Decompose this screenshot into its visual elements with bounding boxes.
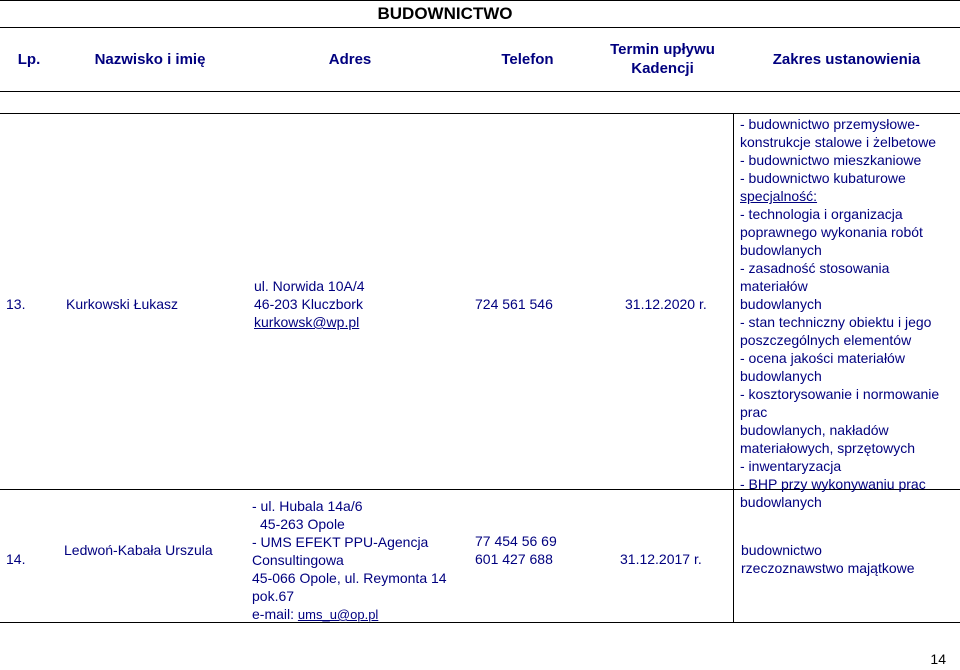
scope-line: - stan techniczny obiektu i jego [740,314,932,330]
scope-line: budowlanych, nakładów [740,422,889,438]
scope-line: budowlanych [740,368,822,384]
row-14-lp: 14. [6,551,26,567]
address-line: 45-066 Opole, ul. Reymonta 14 [252,570,447,586]
scope-line: specjalność: [740,188,818,204]
scope-line: - budownictwo mieszkaniowe [740,152,922,168]
header-term [595,40,730,78]
table-border-top [0,0,960,1]
scope-line: - ocena jakości materiałów [740,350,905,366]
scope-line: - inwentaryzacja [740,458,842,474]
row-14-scope [741,541,915,577]
row-14-term: 31.12.2017 r. [620,551,702,567]
scope-line: poprawnego wykonania robót [740,224,923,240]
header-divider-2 [0,113,960,114]
email-link[interactable]: kurkowsk@wp.pl [254,314,360,330]
page-title: BUDOWNICTWO [377,4,513,23]
email-link[interactable]: ums_u@op.pl [297,607,379,622]
row-13-address [254,277,365,331]
scope-line: konstrukcje stalowe i żelbetowe [740,134,937,150]
address-line: - ul. Hubala 14a/6 [252,498,363,514]
title-divider [0,27,960,28]
address-line: 45-263 Opole [260,516,345,532]
scope-line: budowlanych [740,296,822,312]
header-divider [0,91,960,92]
scope-line: - kosztorysowanie i normowanie prac [740,386,940,420]
header-lp: Lp. [17,51,41,68]
email-label: e-mail: [252,606,298,622]
page-number: 14 [930,651,946,667]
address-line: ul. Norwida 10A/4 [254,278,365,294]
row-14-address [252,497,447,624]
header-name: Nazwisko i imię [94,51,206,68]
scope-line: budownictwo [741,542,822,558]
row-13-lp: 13. [6,296,26,312]
scope-line: - budownictwo przemysłowe- [740,116,920,132]
header-term-line2: Kadencji [631,60,694,77]
scope-line: budowlanych [740,242,822,258]
scope-line: - zasadność stosowania materiałów [740,260,890,294]
header-term-line1: Termin upływu [610,41,715,58]
row-13-scope [740,115,958,511]
phone-line: 601 427 688 [475,551,553,567]
table-border-bottom [0,622,960,623]
header-phone: Telefon [501,51,554,68]
header-address: Adres [328,51,372,68]
address-line: pok.67 [252,588,295,604]
phone-line: 77 454 56 69 [475,533,557,549]
scope-line: budowlanych [740,494,822,510]
address-line: 46-203 Kluczbork [254,296,363,312]
address-line: - UMS EFEKT PPU-Agencja [252,534,429,550]
scope-column-divider [733,113,734,622]
scope-line: - budownictwo kubaturowe [740,170,906,186]
header-scope: Zakres ustanowienia [772,51,921,68]
address-line: Consultingowa [252,552,344,568]
row-14-name: Ledwoń-Kabała Urszula [64,542,213,558]
email-line [252,605,447,624]
scope-line: rzeczoznawstwo majątkowe [741,560,915,576]
row-13-term: 31.12.2020 r. [625,296,707,312]
row-13-name: Kurkowski Łukasz [66,296,179,312]
scope-line: poszczególnych elementów [740,332,912,348]
row-14-phone [475,532,557,568]
scope-line: - technologia i organizacja [740,206,903,222]
scope-line: materiałowych, sprzętowych [740,440,916,456]
row-13-phone: 724 561 546 [475,296,553,312]
scope-line: - BHP przy wykonywaniu prac [740,476,926,492]
